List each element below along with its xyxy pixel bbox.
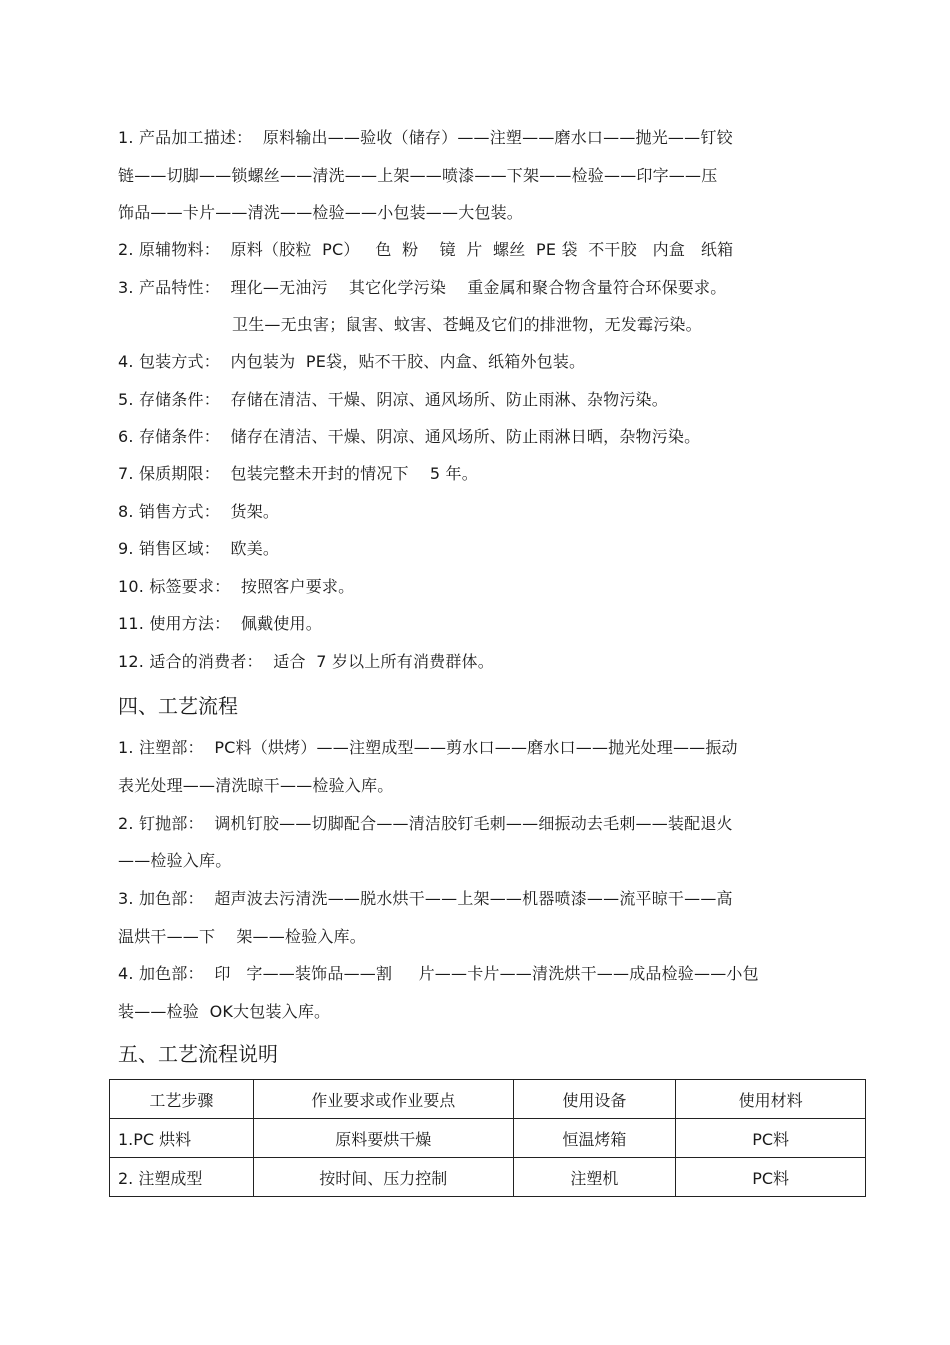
process-3-line-1: 3. 加色部： 超声波去污清洗——脱水烘干——上架——机器喷漆——流平晾干——高 <box>118 889 733 908</box>
process-4-line-2: 装——检验 OK大包装入库。 <box>118 1002 331 1021</box>
item-5: 5. 存储条件： 存储在清洁、干燥、阴凉、通风场所、防止雨淋、杂物污染。 <box>118 390 668 409</box>
table-header-row <box>110 1080 866 1119</box>
process-1-line-2: 表光处理——清洗晾干——检验入库。 <box>118 776 394 795</box>
table-row <box>110 1119 866 1158</box>
table-cell: 1.PC 烘料 <box>110 1119 254 1158</box>
item-11: 11. 使用方法： 佩戴使用。 <box>118 614 322 633</box>
process-2-line-2: ——检验入库。 <box>118 851 232 870</box>
process-3-line-2: 温烘干——下 架——检验入库。 <box>118 927 366 946</box>
table-header-cell: 作业要求或作业要点 <box>253 1080 513 1119</box>
item-1-line-2: 链——切脚——锁螺丝——清洗——上架——喷漆——下架——检验——印字——压 <box>118 166 718 185</box>
item-9: 9. 销售区域： 欧美。 <box>118 539 280 558</box>
item-6: 6. 存储条件： 储存在清洁、干燥、阴凉、通风场所、防止雨淋日晒，杂物污染。 <box>118 427 701 446</box>
table-header-cell: 使用材料 <box>676 1080 866 1119</box>
table-cell: PC料 <box>676 1119 866 1158</box>
item-8: 8. 销售方式： 货架。 <box>118 502 280 521</box>
item-4: 4. 包装方式： 内包装为 PE袋，贴不干胶、内盒、纸箱外包装。 <box>118 352 586 371</box>
item-10: 10. 标签要求： 按照客户要求。 <box>118 577 355 596</box>
table-cell: 注塑机 <box>513 1158 676 1197</box>
table-cell: 原料要烘干燥 <box>253 1119 513 1158</box>
table-cell: PC料 <box>676 1158 866 1197</box>
process-1-line-1: 1. 注塑部： PC料（烘烤）——注塑成型——剪水口——磨水口——抛光处理——振动 <box>118 738 738 757</box>
item-3-line-2: 卫生—无虫害；鼠害、蚊害、苍蝇及它们的排泄物，无发霉污染。 <box>232 315 702 334</box>
item-2: 2. 原辅物料： 原料（胶粒 PC） 色 粉 镜 片 螺丝 PE 袋 不干胶 内盒 纸箱 <box>118 240 734 259</box>
item-7: 7. 保质期限： 包装完整未开封的情况下 5 年。 <box>118 464 478 483</box>
process-4-line-1: 4. 加色部： 印 字——装饰品——割 片——卡片——清洗烘干——成品检验——小包 <box>118 964 759 983</box>
process-2-line-1: 2. 钉抛部： 调机钉胶——切脚配合——清洁胶钉毛刺——细振动去毛刺——装配退火 <box>118 814 733 833</box>
item-1-line-3: 饰品——卡片——清洗——检验——小包装——大包装。 <box>118 203 524 222</box>
table-cell: 按时间、压力控制 <box>253 1158 513 1197</box>
item-12: 12. 适合的消费者： 适合 7 岁以上所有消费群体。 <box>118 652 494 671</box>
table-header-cell: 使用设备 <box>513 1080 676 1119</box>
item-3-line-1: 3. 产品特性： 理化—无油污 其它化学污染 重金属和聚合物含量符合环保要求。 <box>118 278 727 297</box>
section-5-heading: 五、工艺流程说明 <box>118 1042 278 1066</box>
process-table <box>109 1079 866 1197</box>
table-header-cell: 工艺步骤 <box>110 1080 254 1119</box>
table-cell: 2. 注塑成型 <box>110 1158 254 1197</box>
item-1-line-1: 1. 产品加工描述： 原料输出——验收（储存）——注塑——磨水口——抛光——钉铰 <box>118 128 733 147</box>
table-row <box>110 1158 866 1197</box>
table-cell: 恒温烤箱 <box>513 1119 676 1158</box>
section-4-heading: 四、工艺流程 <box>118 694 238 718</box>
